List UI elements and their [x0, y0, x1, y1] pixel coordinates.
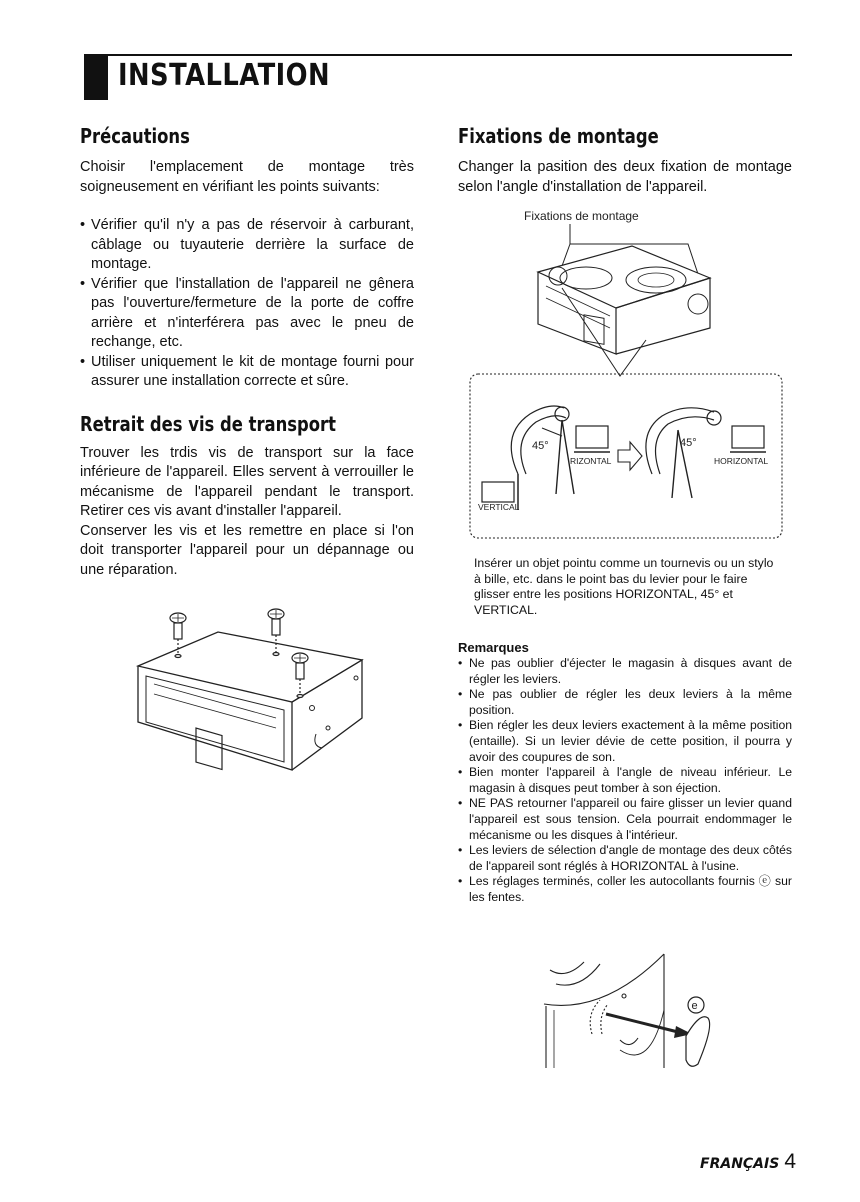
footer-language: FRANÇAIS [700, 1156, 780, 1172]
mounting-fixtures-illustration [466, 204, 792, 550]
remarks-item: • Ne pas oublier de régler les deux leviers à la même position. [458, 687, 792, 718]
fixtures-diagram-label: Fixations de montage [524, 209, 639, 223]
angle-label-45: 45° [680, 437, 697, 449]
precautions-item: • Vérifier que l'installation de l'appareil ne gênera pas l'ouverture/fermeture de la porte de coffre arrière et n'interférera pas avec le pneu de rechange, etc. [80, 275, 414, 353]
precautions-item: • Vérifier qu'il n'y a pas de réservoir à carburant, câblage ou tuyauterie derrière la surface de montage. [80, 216, 414, 275]
fixtures-caption-block [474, 556, 774, 618]
remarks-item: • NE PAS retourner l'appareil ou faire glisser un levier quand l'appareil est sous tension. Cela pourrait endommager le mécanisme ou les disques à l'intérieur. [458, 796, 792, 843]
fixtures-caption: Insérer un objet pointu comme un tournevis ou un stylo à bille, etc. dans le point bas du levier pour le faire glisser entre les positions HORIZONTAL, 45° et VERTICAL. [474, 556, 774, 617]
precautions-intro: Choisir l'emplacement de montage très soigneusement en vérifiant les points suivants: [80, 159, 414, 195]
transport-screws-illustration [126, 604, 376, 774]
left-column [80, 124, 414, 580]
precautions-list [80, 216, 414, 392]
arrow-right-icon [618, 442, 642, 470]
page-title: INSTALLATION [118, 58, 331, 93]
horizontal-label: HORIZONTAL [714, 456, 769, 466]
sticker-label: e [691, 1000, 698, 1012]
header-block-mark [84, 56, 108, 100]
remarks-item: • Ne pas oublier d'éjecter le magasin à disques avant de régler les leviers. [458, 656, 792, 687]
fixations-intro: Changer la pasition des deux fixation de montage selon l'angle d'installation de l'appareil. [458, 159, 792, 195]
vertical-label: VERTICAL [478, 502, 520, 512]
mounting-lever-icon [646, 408, 721, 498]
page-number: 4 [784, 1150, 796, 1173]
fixations-heading: Fixations de montage [458, 124, 659, 148]
remarks-item: • Bien monter l'appareil à l'angle de niveau inférieur. Le magasin à disques peut tomber à son éjection. [458, 765, 792, 796]
precautions-heading: Précautions [80, 124, 190, 148]
right-column [458, 124, 792, 197]
remarks-block [458, 640, 792, 906]
transport-paragraph-1: Trouver les trdis vis de transport sur la face inférieure de l'appareil. Elles servent à verrouiller le mécanisme de l'appareil pendant le transport. Retirer ces vis avant d'installer l'appareil. [80, 444, 414, 519]
remarks-item: • Les réglages terminés, coller les autocollants fournis ⓔ sur les fentes. [458, 874, 792, 905]
transport-heading: Retrait des vis de transport [80, 411, 336, 436]
horizontal-label: RIZONTAL [570, 456, 612, 466]
sticker-illustration [536, 950, 726, 1070]
sticker-icon [686, 1017, 710, 1066]
transport-paragraph-2: Conserver les vis et les remettre en place si l'on doit transporter l'appareil pour un dépannage ou une réparation. [80, 522, 414, 578]
angle-label-45: 45° [532, 440, 549, 452]
remarks-heading: Remarques [458, 640, 529, 655]
remarks-item: • Bien régler les deux leviers exactement à la même position (entaille). Si un levier dévie de cette position, il pourra y avoir des coupures de son. [458, 718, 792, 765]
precautions-item: • Utiliser uniquement le kit de montage fourni pour assurer une installation correcte et sûre. [80, 353, 414, 392]
page-footer [700, 1150, 796, 1174]
header-rule [84, 54, 792, 56]
remarks-list [458, 656, 792, 906]
remarks-item: • Les leviers de sélection d'angle de montage des deux côtés de l'appareil sont réglés à HORIZONTAL à l'usine. [458, 843, 792, 874]
